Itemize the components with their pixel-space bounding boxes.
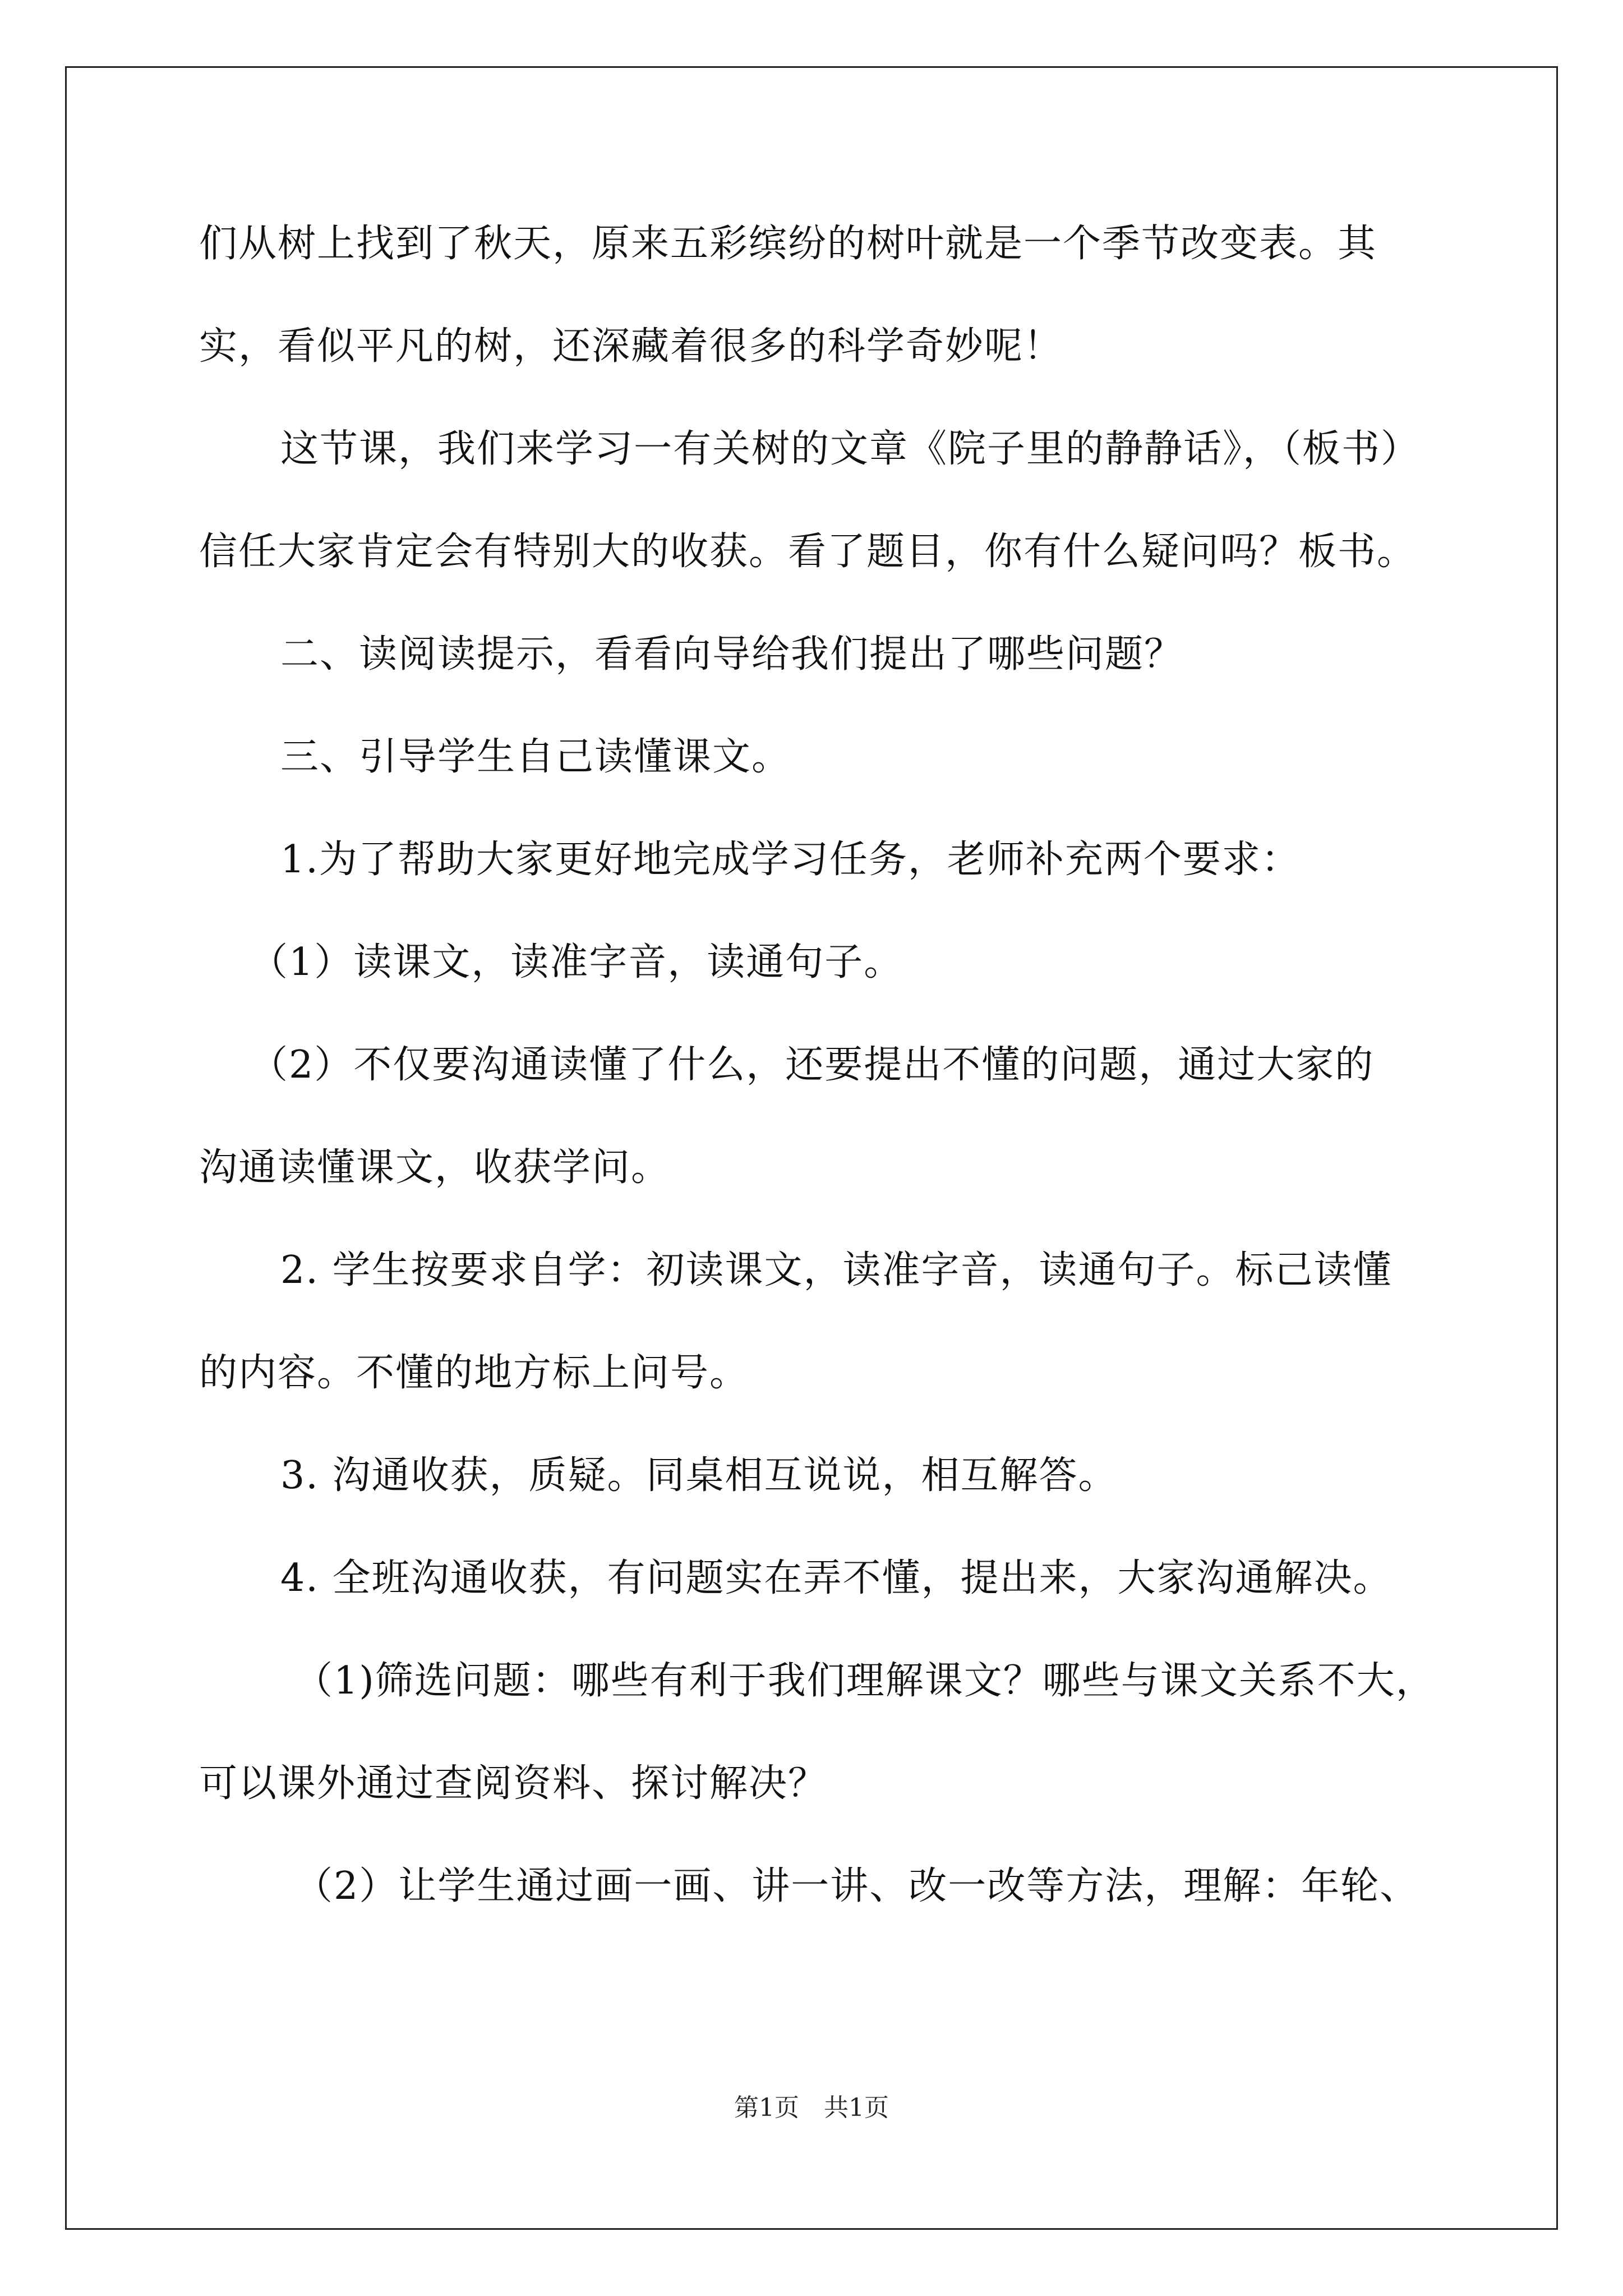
text-line: 三、引导学生自己读懂课文。 xyxy=(280,735,791,779)
text-line: 实，看似平凡的树，还深藏着很多的科学奇妙呢！ xyxy=(199,324,1063,369)
text-line: （2）不仅要沟通读懂了什么，还要提出不懂的问题，通过大家的 xyxy=(250,1043,1375,1087)
page-footer: 第1页 共1页 xyxy=(734,2093,889,2122)
text-line: 信任大家肯定会有特别大的收获。看了题目，你有什么疑问吗？板书。 xyxy=(199,530,1417,574)
text-line: 沟通读懂课文，收获学问。 xyxy=(199,1145,671,1190)
text-line: （1)筛选问题：哪些有利于我们理解课文？哪些与课文关系不大， xyxy=(294,1659,1435,1703)
text-line: 可以课外通过查阅资料、探讨解决？ xyxy=(199,1761,828,1806)
text-line: 2. 学生按要求自学：初读课文，读准字音，读通句子。标己读懂 xyxy=(280,1248,1393,1292)
text-line: 们从树上找到了秋天，原来五彩缤纷的树叶就是一个季节改变表。其 xyxy=(199,222,1377,266)
text-line: （1）读课文，读准字音，读通句子。 xyxy=(250,940,903,984)
text-line: 的内容。不懂的地方标上问号。 xyxy=(199,1351,749,1395)
text-line: 二、读阅读提示，看看向导给我们提出了哪些问题？ xyxy=(280,632,1184,677)
text-line: 3. 沟通收获，质疑。同桌相互说说，相互解答。 xyxy=(280,1453,1118,1498)
text-line: 这节课，我们来学习一有关树的文章《院子里的静静话》，（板书） xyxy=(280,427,1421,471)
text-line: 4. 全班沟通收获，有问题实在弄不懂，提出来，大家沟通解决。 xyxy=(280,1556,1393,1600)
text-line: （2）让学生通过画一画、讲一讲、改一改等方法，理解：年轮、 xyxy=(294,1864,1419,1908)
text-line: 1.为了帮助大家更好地完成学习任务，老师补充两个要求： xyxy=(280,838,1301,882)
